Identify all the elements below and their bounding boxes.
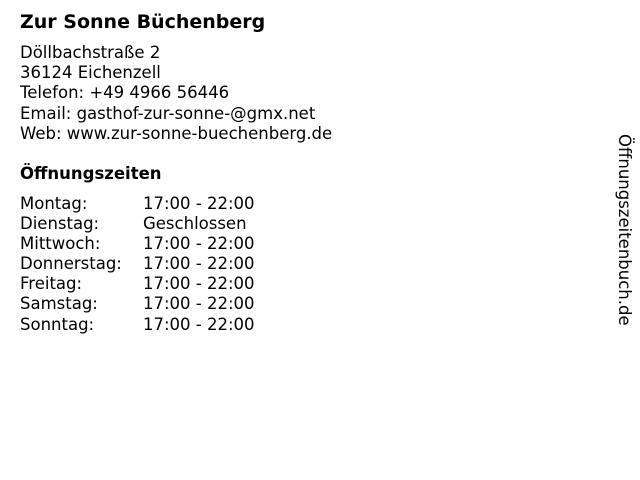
time-value: 17:00 - 22:00: [143, 314, 255, 334]
day-label: Mittwoch:: [20, 234, 101, 254]
day-label: Sonntag:: [20, 314, 95, 334]
contact-block: [20, 43, 332, 144]
email-line: Email: gasthof-zur-sonne-@gmx.net: [20, 103, 316, 123]
day-label: Samstag:: [20, 294, 98, 314]
time-value: 17:00 - 22:00: [143, 274, 255, 294]
city-address: 36124 Eichenzell: [20, 63, 161, 83]
time-value: 17:00 - 22:00: [143, 234, 255, 254]
day-label: Montag:: [20, 194, 88, 213]
site-brand-vertical: Öffnungszeitenbuch.de: [615, 134, 634, 326]
time-value: 17:00 - 22:00: [143, 294, 255, 314]
opening-hours-heading: Öffnungszeiten: [20, 164, 162, 183]
time-value: 17:00 - 22:00: [143, 254, 255, 274]
time-value: 17:00 - 22:00: [143, 194, 255, 213]
web-line: Web: www.zur-sonne-buechenberg.de: [20, 123, 333, 143]
street-address: Döllbachstraße 2: [20, 43, 161, 62]
day-label: Donnerstag:: [20, 254, 122, 274]
day-label: Dienstag:: [20, 214, 100, 234]
time-value: Geschlossen: [143, 214, 247, 234]
day-label: Freitag:: [20, 274, 83, 294]
business-name: Zur Sonne Büchenberg: [20, 11, 266, 33]
phone-line: Telefon: +49 4966 56446: [20, 83, 230, 103]
